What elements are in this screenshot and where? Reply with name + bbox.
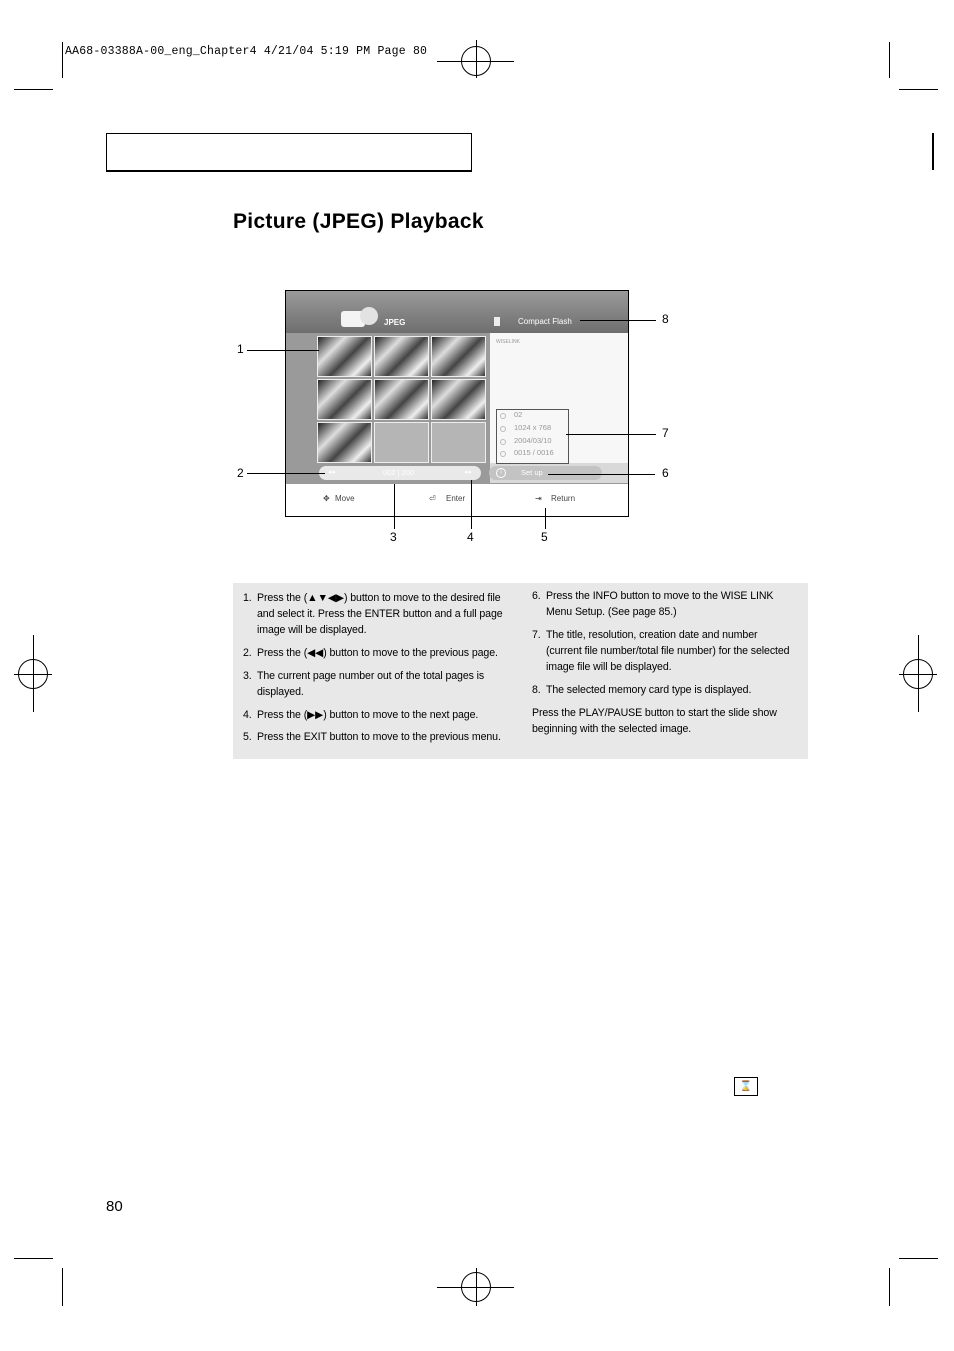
next-page-icon[interactable]: ▸▸ — [465, 469, 473, 476]
thumbnail[interactable] — [317, 336, 372, 377]
thumbnail[interactable] — [374, 336, 429, 377]
step-3: 3. The current page number out of the total pages is displayed. — [243, 670, 485, 698]
info-resolution: 1024 x 768 — [514, 423, 552, 432]
closing-note: Press the PLAY/PAUSE button to start the slide show beginning with the selected image. — [532, 707, 777, 735]
crop-mark — [899, 89, 938, 90]
callout-8: 8 — [662, 312, 669, 326]
thumbnail[interactable] — [317, 422, 372, 463]
key-enter: Enter — [446, 494, 466, 503]
thumbnail[interactable] — [374, 379, 429, 420]
step-1: 1. Press the (▲▼◀▶) button to move to the desired file and select it. Press the ENTER button and a full page image will be displayed. — [243, 592, 503, 636]
thumbnail-empty — [431, 422, 486, 463]
disc-icon — [360, 307, 378, 325]
step-7: 7. The title, resolution, creation date and number (current file number/total file number) for the selected image file will be displayed. — [532, 629, 790, 673]
jpeg-menu-screen — [285, 290, 629, 517]
callout-7: 7 — [662, 426, 669, 440]
crop-mark — [889, 1268, 890, 1306]
callout-line — [394, 484, 395, 529]
thumbnail[interactable] — [317, 379, 372, 420]
step-2: 2. Press the (◀◀) button to move to the previous page. — [243, 647, 498, 659]
setup-label[interactable]: Set up — [521, 468, 543, 477]
callout-6: 6 — [662, 466, 669, 480]
crop-mark — [14, 1258, 53, 1259]
crop-mark — [899, 1258, 938, 1259]
key-return: Return — [551, 494, 576, 503]
hourglass-icon: ⌛ — [734, 1077, 758, 1096]
callout-line — [545, 508, 546, 529]
file-number-icon — [500, 451, 506, 457]
crop-mark — [62, 42, 63, 78]
previous-page-icon[interactable]: ◂◂ — [328, 469, 336, 476]
return-icon: ⇥ — [535, 494, 542, 503]
thumbnail-empty — [374, 422, 429, 463]
move-icon: ✥ — [323, 494, 330, 503]
step-8: 8. The selected memory card type is displayed. — [532, 684, 752, 696]
screen-menu-title: JPEG — [384, 318, 406, 327]
callout-line — [247, 473, 325, 474]
crop-mark — [14, 89, 53, 90]
info-date: 2004/03/10 — [514, 436, 552, 445]
info-icon[interactable]: i — [496, 468, 506, 478]
memory-card-icon — [494, 317, 500, 326]
screen-card-type: Compact Flash — [518, 317, 572, 326]
crop-mark — [889, 42, 890, 78]
step-4: 4. Press the (▶▶) button to move to the next page. — [243, 709, 479, 721]
thumbnail[interactable] — [431, 336, 486, 377]
callout-line — [471, 480, 472, 529]
page-number: 80 — [106, 1198, 123, 1215]
margin-rule — [932, 133, 934, 170]
file-info-box — [496, 409, 569, 464]
crop-mark — [62, 1268, 63, 1306]
callout-line — [247, 350, 319, 351]
step-5: 5. Press the EXIT button to move to the previous menu. — [243, 731, 501, 743]
thumbnail[interactable] — [431, 379, 486, 420]
callout-line — [548, 474, 655, 475]
chapter-header-box — [106, 133, 472, 172]
callout-1: 1 — [237, 342, 244, 356]
key-move: Move — [335, 494, 355, 503]
callout-2: 2 — [237, 466, 244, 480]
info-file-number: 0015 / 0016 — [514, 448, 554, 457]
callout-line — [580, 320, 656, 321]
callout-5: 5 — [541, 530, 548, 544]
page-indicator: 002 | 200 — [383, 468, 415, 477]
date-icon — [500, 439, 506, 445]
enter-icon: ⏎ — [429, 494, 436, 503]
step-6: 6. Press the INFO button to move to the WISE LINK Menu Setup. (See page 85.) — [532, 590, 774, 618]
screen-title-bar — [286, 291, 628, 333]
callout-3: 3 — [390, 530, 397, 544]
page-title: Picture (JPEG) Playback — [233, 210, 484, 233]
print-header: AA68-03388A-00_eng_Chapter4 4/21/04 5:19 PM Page 80 — [65, 45, 428, 58]
wiselink-logo: WISELINK — [496, 339, 520, 345]
callout-line — [566, 434, 656, 435]
title-icon — [500, 413, 506, 419]
callout-4: 4 — [467, 530, 474, 544]
info-title: 02 — [514, 410, 523, 419]
resolution-icon — [500, 426, 506, 432]
